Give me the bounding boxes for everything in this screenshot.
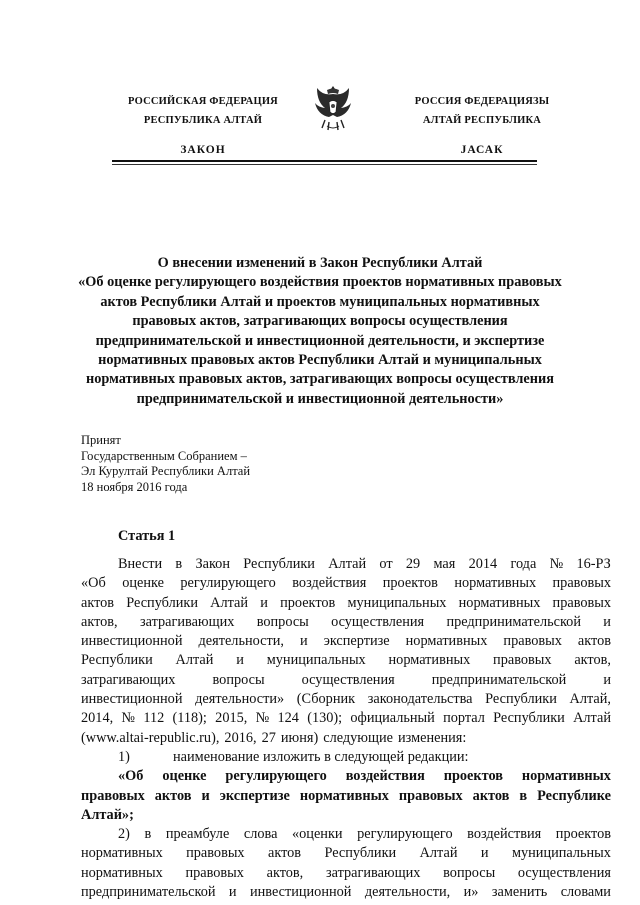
title-line: нормативных правовых актов, затрагивающих вопросы осуществления xyxy=(86,371,554,388)
paragraph-1 xyxy=(81,555,611,748)
law-title xyxy=(64,254,576,409)
text-line: (www.altai-republic.ru), 2016, 27 июня) следующие изменения: xyxy=(81,729,467,746)
text-line: предпринимательской и инвестиционной деятельности, и» заменить словами xyxy=(81,884,611,901)
adoption-line: Государственным Собранием – xyxy=(81,448,247,463)
text-line: 2) в преамбуле слова «оценки регулирующего воздействия проектов xyxy=(118,826,611,843)
header-right-republic: АЛТАЙ РЕСПУБЛИКА xyxy=(422,115,542,126)
article-body xyxy=(81,555,611,902)
header-divider xyxy=(112,160,537,162)
header-divider-thin xyxy=(112,164,537,165)
title-line: «Об оценке регулирующего воздействия проектов нормативных правовых xyxy=(78,274,562,291)
article-heading: Статья 1 xyxy=(118,528,176,544)
text-line: инвестиционной деятельности, и экспертизе нормативных правовых актов xyxy=(81,633,611,650)
text-line: 2014, № 112 (118); 2015, № 124 (130); официальный портал Республики Алтай xyxy=(81,710,611,727)
text-line: нормативных правовых актов Республики Алтай и муниципальных xyxy=(81,845,611,862)
list-item-number: 1) xyxy=(118,748,130,765)
header-left-country: РОССИЙСКАЯ ФЕДЕРАЦИЯ xyxy=(128,96,278,107)
text-line: Внести в Закон Республики Алтай от 29 мая 2014 года № 16-РЗ xyxy=(118,556,611,572)
adoption-block xyxy=(81,433,250,495)
header-right-country: РОССИЯ ФЕДЕРАЦИЯЗЫ xyxy=(414,96,550,107)
adoption-date: 18 ноября 2016 года xyxy=(81,479,188,494)
text-line: «Об оценке регулирующего воздействия проектов нормативных xyxy=(118,768,611,785)
new-title-text xyxy=(81,767,611,825)
text-line: Алтай»; xyxy=(81,806,134,823)
paragraph-2 xyxy=(81,825,611,902)
text-line: затрагивающих вопросы осуществления предпринимательской и xyxy=(81,671,611,688)
text-line: нормативных правовых актов, затрагивающих вопросы осуществления xyxy=(81,864,611,881)
text-line: Республики Алтай и муниципальных нормативных правовых актов, xyxy=(81,652,611,669)
title-line: предпринимательской и инвестиционной деятельности» xyxy=(136,390,504,407)
text-line: актов, затрагивающих вопросы осуществления предпринимательской и xyxy=(81,613,611,630)
header-left xyxy=(103,92,303,160)
text-line: правовых актов и экспертизе нормативных правовых актов в Республике xyxy=(81,787,611,804)
header-right xyxy=(382,92,582,160)
text-line: инвестиционной деятельности» (Сборник законодательства Республики Алтай, xyxy=(81,691,611,708)
title-line: нормативных правовых актов Республики Алтай и муниципальных xyxy=(98,352,542,369)
header-left-republic: РЕСПУБЛИКА АЛТАЙ xyxy=(143,115,263,126)
header-left-law: ЗАКОН xyxy=(180,144,226,156)
list-item-1 xyxy=(81,748,611,767)
adoption-line: Эл Курултай Республики Алтай xyxy=(81,464,251,479)
text-line: «Об оценке регулирующего воздействия проектов нормативных правовых xyxy=(81,575,611,592)
header-right-law: JАСАК xyxy=(460,144,504,156)
title-line: актов Республики Алтай и проектов муниципальных нормативных xyxy=(100,293,540,310)
adoption-line: Принят xyxy=(81,433,121,447)
title-line: предпринимательской и инвестиционной деятельности, и экспертизе xyxy=(95,332,545,349)
coat-of-arms-eagle-icon xyxy=(311,82,355,134)
title-line: правовых актов, затрагивающих вопросы осуществления xyxy=(132,313,508,330)
list-item-text: наименование изложить в следующей редакции: xyxy=(173,748,469,765)
title-line: О внесении изменений в Закон Республики Алтай xyxy=(157,255,483,271)
text-line: актов Республики Алтай и проектов муниципальных нормативных правовых xyxy=(81,594,611,611)
